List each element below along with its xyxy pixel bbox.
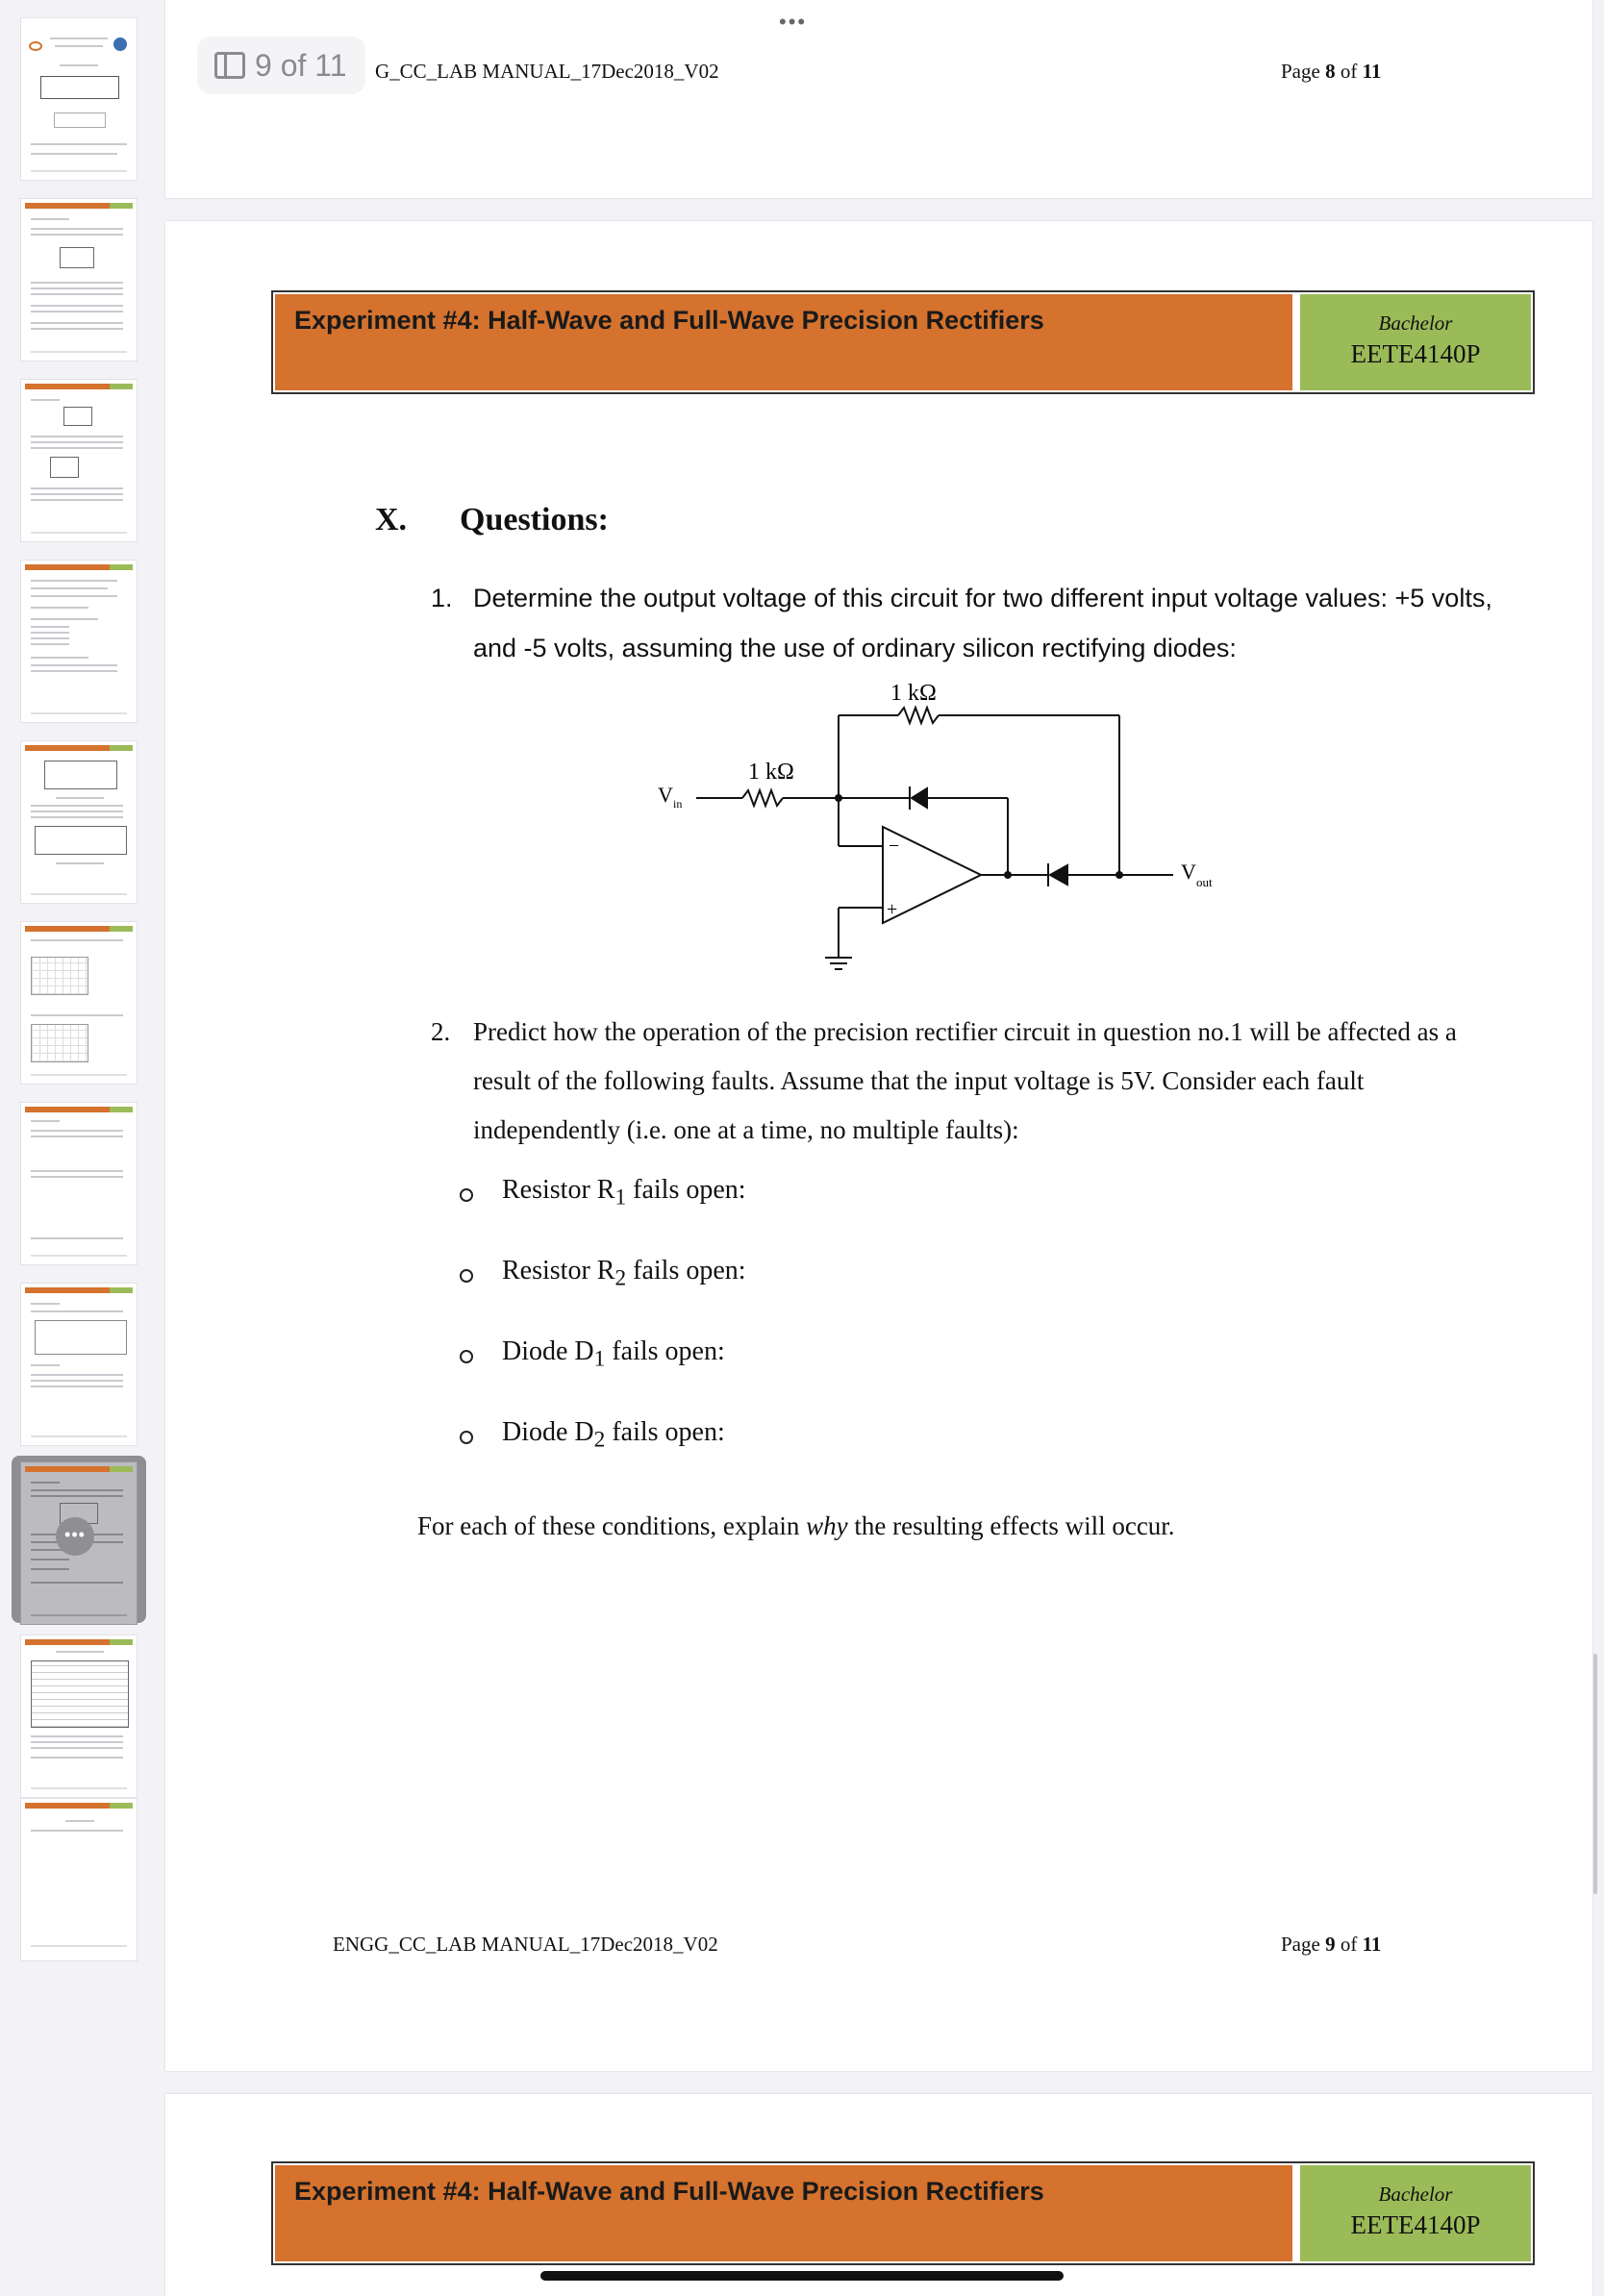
bullet-circle-icon — [460, 1269, 473, 1283]
bullet-circle-icon — [460, 1350, 473, 1363]
input-resistor-label: 1 kΩ — [748, 760, 794, 785]
vout-subscript: out — [1196, 875, 1213, 889]
page-indicator-label: 9 of 11 — [255, 47, 347, 83]
next-page-experiment-title: Experiment #4: Half-Wave and Full-Wave Precision Rectifiers — [294, 2177, 1044, 2206]
scrollbar[interactable] — [1593, 1654, 1597, 1894]
question-2-number: 2. — [431, 1017, 451, 1046]
feedback-resistor — [898, 708, 939, 723]
section-title: Questions: — [460, 502, 609, 537]
more-options-icon[interactable]: ••• — [779, 10, 808, 34]
vin-subscript: in — [673, 797, 683, 811]
next-page-degree-level: Bachelor — [1378, 2183, 1453, 2206]
junction-node-output-opamp — [1004, 871, 1012, 879]
question-2 — [431, 1008, 1508, 1155]
feedback-resistor-label: 1 kΩ — [890, 681, 937, 706]
thumbnail-page-2[interactable] — [20, 198, 138, 362]
home-indicator[interactable] — [540, 2271, 1064, 2281]
experiment-title: Experiment #4: Half-Wave and Full-Wave Precision Rectifiers — [294, 306, 1044, 335]
question-1-number: 1. — [431, 584, 453, 612]
footer-pagenum: Page 9 of 11 — [1281, 1933, 1382, 1956]
thumbnail-page-3[interactable] — [20, 379, 138, 542]
prev-page-footer-pagenum: Page 8 of 11 — [1281, 60, 1382, 83]
thumbnail-page-7[interactable] — [20, 1102, 138, 1265]
degree-level: Bachelor — [1378, 312, 1453, 335]
junction-node-input — [835, 794, 842, 802]
section-number: X. — [375, 502, 408, 537]
next-page-course-code: EETE4140P — [1350, 2210, 1481, 2239]
input-resistor — [742, 790, 783, 806]
page-8-bottom — [165, 0, 1592, 198]
footer-docname: ENGG_CC_LAB MANUAL_17Dec2018_V02 — [333, 1933, 718, 1956]
noninverting-input-sign: + — [887, 899, 898, 920]
inverting-input-sign: − — [889, 836, 900, 857]
thumbnail-page-11[interactable] — [20, 1798, 138, 1961]
sidebar-toggle-icon — [214, 52, 245, 79]
thumbnail-sidebar — [0, 0, 162, 2296]
next-page-banner — [271, 2161, 1535, 2265]
vin-label: V — [658, 783, 673, 807]
thumbnail-more-icon[interactable]: ••• — [56, 1517, 94, 1556]
thumbnail-page-8[interactable] — [20, 1283, 138, 1446]
question-2-text: Predict how the operation of the precision rectifier circuit in question no.1 will be affected as a result of the following faults. Assume that the input voltage is 5V. Consider each fault independently (i.e. one at a time, no multiple faults): — [473, 1017, 1457, 1144]
thumbnail-page-10[interactable] — [20, 1635, 138, 1798]
vout-label: V — [1181, 860, 1196, 884]
experiment-banner — [271, 290, 1535, 394]
question-1-text: Determine the output voltage of this circuit for two different input voltage values: +5 volts, and -5 volts, assuming the use of ordinary silicon rectifying diodes: — [473, 584, 1492, 662]
precision-rectifier-circuit — [635, 673, 1250, 981]
question-1 — [431, 573, 1508, 673]
junction-node-vout — [1115, 871, 1123, 879]
diode-d1 — [910, 786, 927, 810]
thumbnail-page-1[interactable] — [20, 17, 138, 181]
closing-instruction: For each of these conditions, explain why the resulting effects will occur. — [417, 1511, 1175, 1540]
course-code: EETE4140P — [1350, 339, 1481, 368]
diode-d2 — [1048, 863, 1067, 886]
page-indicator[interactable] — [197, 37, 365, 94]
thumbnail-page-5[interactable] — [20, 740, 138, 904]
bullet-circle-icon — [460, 1431, 473, 1444]
bullet-circle-icon — [460, 1188, 473, 1202]
thumbnail-page-6[interactable] — [20, 921, 138, 1085]
prev-page-footer-docname: G_CC_LAB MANUAL_17Dec2018_V02 — [375, 60, 719, 83]
thumbnail-page-4[interactable] — [20, 560, 138, 723]
